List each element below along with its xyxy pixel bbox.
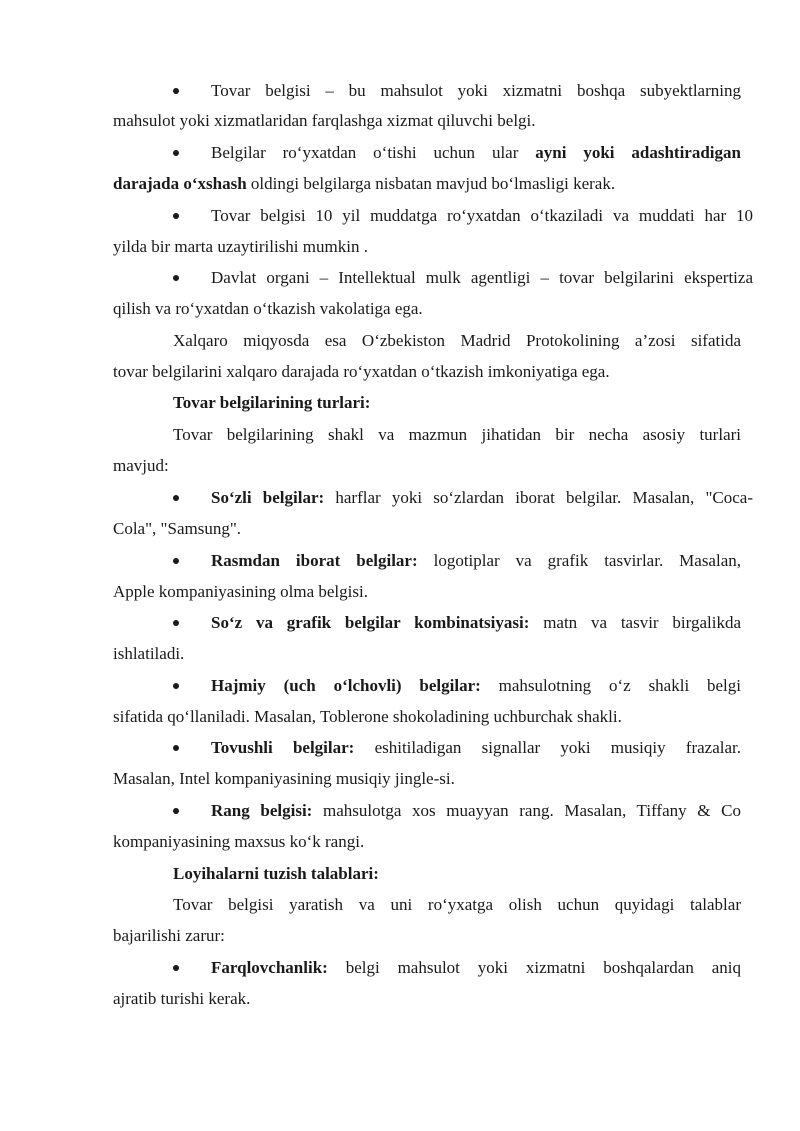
text: Masalan, Intel kompaniyasining musiqiy jingle-si.	[113, 769, 455, 788]
bold-text: Hajmiy (uch o‘lchovli) belgilar:	[211, 676, 481, 695]
list-item-line	[113, 110, 536, 132]
bullet-icon	[173, 275, 179, 281]
heading-text: Loyihalarni tuzish talablari:	[173, 864, 379, 883]
paragraph-line	[173, 330, 741, 352]
text: matn va tasvir birgalikda	[543, 613, 741, 632]
text: ishlatiladi.	[113, 644, 185, 663]
bold-text: Rasmdan iborat belgilar:	[211, 551, 418, 570]
paragraph-line	[113, 361, 610, 383]
list-item-line	[211, 205, 753, 227]
text: Cola", "Samsung".	[113, 519, 242, 538]
text: mahsulotning o‘z shakli belgi	[498, 676, 741, 695]
paragraph-line	[113, 925, 225, 947]
bold-text: So‘z va grafik belgilar kombinatsiyasi:	[211, 613, 530, 632]
section-heading	[173, 392, 370, 414]
bold-text: So‘zli belgilar:	[211, 488, 325, 507]
text: mahsulot yoki xizmatlaridan farqlashga xizmat qiluvchi belgi.	[113, 111, 536, 130]
bullet-icon	[173, 620, 179, 626]
text: belgi mahsulot yoki xizmatni boshqalardan aniq	[345, 958, 741, 977]
list-item-line	[211, 612, 741, 634]
text: mavjud:	[113, 456, 169, 475]
paragraph-line	[113, 455, 169, 477]
text: yilda bir marta uzaytirilishi mumkin .	[113, 237, 368, 256]
text: qilish va ro‘yxatdan o‘tkazish vakolatiga ega.	[113, 299, 423, 318]
text: tovar belgilarini xalqaro darajada ro‘yxatdan o‘tkazish imkoniyatiga ega.	[113, 362, 610, 381]
section-heading	[173, 863, 379, 885]
bold-text: Farqlovchanlik:	[211, 958, 328, 977]
text: Belgilar ro‘yxatdan o‘tishi uchun ular	[211, 143, 519, 162]
bullet-icon	[173, 213, 179, 219]
text: Davlat organi – Intellektual mulk agentligi – tovar belgilarini ekspertiza	[211, 268, 753, 287]
text: ajratib turishi kerak.	[113, 989, 251, 1008]
bold-text: darajada o‘xshash	[113, 174, 247, 193]
text: harflar yoki so‘zlardan iborat belgilar. Masalan, "Coca-	[335, 488, 753, 507]
text: Xalqaro miqyosda esa O‘zbekiston Madrid Protokolining a’zosi sifatida	[173, 331, 741, 350]
list-item-line	[113, 236, 368, 258]
bold-text: ayni yoki adashtiradigan	[535, 143, 741, 162]
list-item-line	[113, 643, 184, 665]
list-item-line	[113, 298, 423, 320]
list-item-line	[211, 142, 741, 164]
list-item-line	[211, 267, 753, 289]
paragraph-line	[173, 894, 741, 916]
bullet-icon	[173, 88, 179, 94]
list-item-line	[211, 800, 741, 822]
text: eshitiladigan signallar yoki musiqiy frazalar.	[374, 738, 741, 757]
text: Tovar belgisi – bu mahsulot yoki xizmatni boshqa subyektlarning	[211, 81, 741, 100]
bold-text: Tovushli belgilar:	[211, 738, 355, 757]
list-item-line	[113, 706, 622, 728]
list-item-line	[113, 831, 364, 853]
list-item-line	[211, 675, 741, 697]
heading-text: Tovar belgilarining turlari:	[173, 393, 371, 412]
bullet-icon	[173, 745, 179, 751]
list-item-line	[211, 957, 741, 979]
list-item-line	[113, 581, 368, 603]
bold-text: Rang belgisi:	[211, 801, 313, 820]
list-item-line	[211, 487, 753, 509]
bullet-icon	[173, 150, 179, 156]
bullet-icon	[173, 965, 179, 971]
text: mahsulotga xos muayyan rang. Masalan, Tiffany & Co	[323, 801, 741, 820]
list-item-line	[113, 518, 241, 540]
list-item-line	[113, 988, 250, 1010]
list-item-line	[211, 737, 741, 759]
bullet-icon	[173, 495, 179, 501]
list-item-line	[113, 173, 615, 195]
text: kompaniyasining maxsus ko‘k rangi.	[113, 832, 365, 851]
text: Tovar belgisi 10 yil muddatga ro‘yxatdan o‘tkaziladi va muddati har 10	[211, 206, 753, 225]
paragraph-line	[173, 424, 741, 446]
bullet-icon	[173, 683, 179, 689]
bullet-icon	[173, 558, 179, 564]
text: sifatida qo‘llaniladi. Masalan, Toblerone shokoladining uchburchak shakli.	[113, 707, 622, 726]
list-item-line	[113, 768, 455, 790]
text: bajarilishi zarur:	[113, 926, 225, 945]
list-item-line	[211, 550, 741, 572]
text: Tovar belgilarining shakl va mazmun jihatidan bir necha asosiy turlari	[173, 425, 741, 444]
bullet-icon	[173, 808, 179, 814]
text: Tovar belgisi yaratish va uni ro‘yxatga olish uchun quyidagi talablar	[173, 895, 741, 914]
text: Apple kompaniyasining olma belgisi.	[113, 582, 368, 601]
list-item-line	[211, 80, 741, 102]
text: logotiplar va grafik tasvirlar. Masalan,	[433, 551, 741, 570]
text: oldingi belgilarga nisbatan mavjud bo‘lmasligi kerak.	[250, 174, 616, 193]
